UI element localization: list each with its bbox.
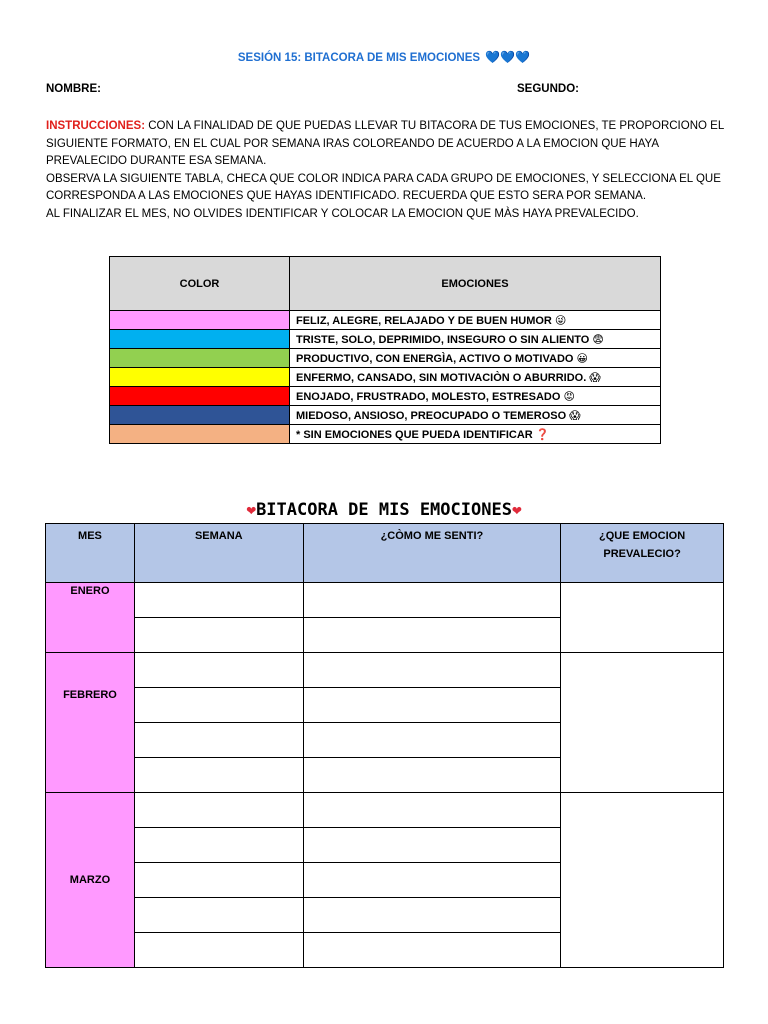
segundo-label: SEGUNDO: (517, 83, 579, 95)
screaming-face-icon: 😱 (589, 371, 601, 384)
color-swatch[interactable] (110, 406, 290, 425)
legend-row (110, 311, 661, 330)
semana-cell[interactable] (134, 933, 303, 968)
como-cell[interactable] (303, 793, 561, 828)
semana-cell[interactable] (134, 793, 303, 828)
color-swatch[interactable] (110, 425, 290, 444)
instructions-paragraph-3: AL FINALIZAR EL MES, NO OLVIDES IDENTIFICAR Y COLOCAR LA EMOCION QUE MÀS HAYA PREVALECIDO. (46, 207, 639, 220)
legend-row (110, 330, 661, 349)
prevalecio-cell[interactable] (561, 793, 724, 968)
legend-emotion-text: ENFERMO, CANSADO, SIN MOTIVACIÒN O ABURRIDO. (296, 371, 587, 384)
como-cell[interactable] (303, 933, 561, 968)
legend-header-color: COLOR (110, 257, 290, 311)
legend-emotion-cell (290, 311, 661, 330)
month-cell-marzo: MARZO (46, 793, 135, 968)
legend-emotion-cell (290, 349, 661, 368)
semana-cell[interactable] (134, 863, 303, 898)
color-legend-table (109, 256, 661, 444)
legend-emotion-cell (290, 406, 661, 425)
angry-face-icon: 😡 (563, 390, 575, 403)
como-cell[interactable] (303, 723, 561, 758)
como-cell[interactable] (303, 583, 561, 618)
title-text: SESIÓN 15: BITACORA DE MIS EMOCIONES (237, 52, 481, 64)
page-title (0, 50, 768, 64)
semana-cell[interactable] (134, 898, 303, 933)
nombre-label: NOMBRE: (46, 83, 101, 95)
log-header-que-line2: PREVALECIO? (603, 548, 681, 560)
screaming-face-icon: 😱 (569, 409, 581, 422)
log-header-semana: SEMANA (134, 524, 303, 583)
log-header-que (561, 524, 724, 583)
table-row (46, 793, 724, 828)
como-cell[interactable] (303, 898, 561, 933)
instructions-block (46, 118, 726, 223)
legend-emotion-text: ENOJADO, FRUSTRADO, MOLESTO, ESTRESADO (296, 390, 561, 403)
log-header-mes: MES (46, 524, 135, 583)
blue-hearts-icon: 💙💙💙 (485, 50, 531, 64)
legend-row (110, 387, 661, 406)
log-title (0, 500, 768, 520)
red-heart-icon: ❤ (246, 500, 257, 519)
worried-face-icon: 😨 (592, 333, 604, 346)
table-row (46, 583, 724, 618)
como-cell[interactable] (303, 688, 561, 723)
color-swatch[interactable] (110, 368, 290, 387)
semana-cell[interactable] (134, 583, 303, 618)
legend-emotion-text: * SIN EMOCIONES QUE PUEDA IDENTIFICAR (296, 428, 533, 441)
legend-row (110, 425, 661, 444)
legend-emotion-text: TRISTE, SOLO, DEPRIMIDO, INSEGURO O SIN ALIENTO (296, 333, 590, 346)
legend-emotion-text: FELIZ, ALEGRE, RELAJADO Y DE BUEN HUMOR (296, 314, 552, 327)
student-info-row (46, 83, 726, 95)
month-cell-febrero: FEBRERO (46, 653, 135, 793)
legend-header-emociones: EMOCIONES (290, 257, 661, 311)
semana-cell[interactable] (134, 828, 303, 863)
semana-cell[interactable] (134, 653, 303, 688)
prevalecio-cell[interactable] (561, 653, 724, 793)
color-swatch[interactable] (110, 311, 290, 330)
log-header-que-line1: ¿QUE EMOCION (599, 530, 686, 542)
legend-row (110, 368, 661, 387)
legend-emotion-text: MIEDOSO, ANSIOSO, PREOCUPADO O TEMEROSO (296, 409, 567, 422)
emotion-log-table (45, 523, 724, 968)
legend-row (110, 349, 661, 368)
instructions-paragraph-1 (46, 118, 726, 171)
color-swatch[interactable] (110, 330, 290, 349)
legend-emotion-cell (290, 368, 661, 387)
semana-cell[interactable] (134, 618, 303, 653)
legend-emotion-cell (290, 330, 661, 349)
como-cell[interactable] (303, 618, 561, 653)
table-row (46, 653, 724, 688)
como-cell[interactable] (303, 863, 561, 898)
happy-face-icon: 😜 (554, 314, 567, 327)
instructions-text-1: CON LA FINALIDAD DE QUE PUEDAS LLEVAR TU BITACORA DE TUS EMOCIONES, TE PROPORCIONO EL SIGUIENTE FORMATO, EN EL CUAL POR SEMANA IRAS COLOREANDO DE ACUERDO A LA EMOCION QUE HAYA PREVALECIDO DURANTE ESA SEMANA. (46, 120, 724, 167)
legend-emotion-cell (290, 387, 661, 406)
legend-emotion-text: PRODUCTIVO, CON ENERGÌA, ACTIVO O MOTIVADO (296, 352, 574, 365)
prevalecio-cell[interactable] (561, 583, 724, 653)
log-title-text: BITACORA DE MIS EMOCIONES (256, 500, 512, 520)
grinning-face-icon: 😀 (576, 352, 588, 365)
color-swatch[interactable] (110, 349, 290, 368)
como-cell[interactable] (303, 653, 561, 688)
month-cell-enero: ENERO (46, 583, 135, 653)
como-cell[interactable] (303, 828, 561, 863)
instructions-paragraph-2: OBSERVA LA SIGUIENTE TABLA, CHECA QUE COLOR INDICA PARA CADA GRUPO DE EMOCIONES, Y SELECCIONA EL QUE CORRESPONDA A LAS EMOCIONES QUE HAYAS IDENTIFICADO. RECUERDA QUE ESTO SERA POR SEMANA. (46, 172, 721, 202)
log-header-como: ¿CÒMO ME SENTI? (303, 524, 561, 583)
color-swatch[interactable] (110, 387, 290, 406)
red-heart-icon: ❤ (511, 500, 522, 519)
semana-cell[interactable] (134, 723, 303, 758)
legend-emotion-cell (290, 425, 661, 444)
semana-cell[interactable] (134, 758, 303, 793)
legend-row (110, 406, 661, 425)
semana-cell[interactable] (134, 688, 303, 723)
question-mark-icon: ❓ (535, 428, 550, 441)
como-cell[interactable] (303, 758, 561, 793)
instructions-label: INSTRUCCIONES: (46, 120, 146, 132)
